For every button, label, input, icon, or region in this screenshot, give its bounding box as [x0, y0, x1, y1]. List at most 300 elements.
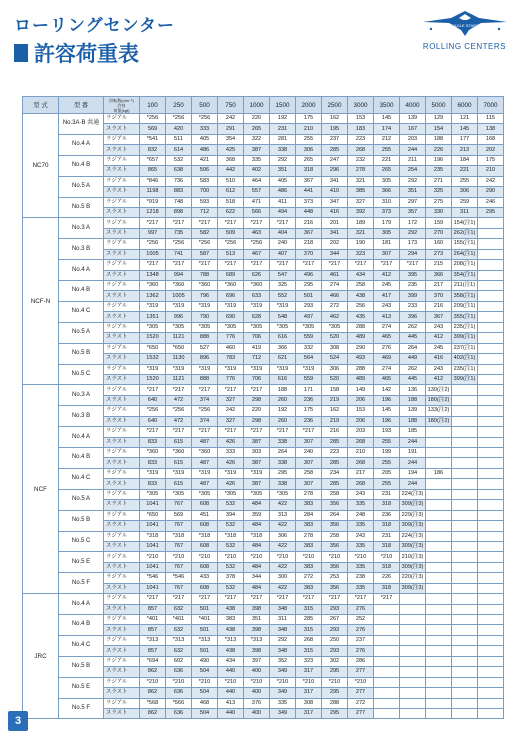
load-value-cell: 325	[270, 281, 296, 291]
load-value-cell	[426, 500, 452, 510]
load-value-cell: 335	[244, 155, 270, 165]
table-row	[23, 197, 504, 207]
corner-load-label: 荷重(kgf)	[113, 107, 130, 113]
load-value-cell: 511	[166, 134, 192, 144]
load-value-cell: *217	[166, 260, 192, 270]
load-value-cell: 783	[218, 354, 244, 364]
load-value-cell: 438	[218, 646, 244, 656]
model-name: No.4 A	[59, 134, 104, 155]
load-value-cell: 252	[348, 615, 374, 625]
load-value-cell: 292	[270, 635, 296, 645]
load-value-cell: 1362	[140, 291, 166, 301]
thrust-load-label: スラスト	[104, 437, 140, 447]
load-value-cell	[426, 688, 452, 698]
load-value-cell: 748	[166, 197, 192, 207]
load-value-cell: 188	[426, 134, 452, 144]
model-name: No.3 A	[59, 385, 104, 406]
load-value-cell: 370	[296, 249, 322, 259]
load-value-cell: 298	[244, 395, 270, 405]
load-value-cell: 366	[426, 270, 452, 280]
speed-header: 2000	[296, 97, 322, 114]
load-value-cell: 833	[140, 479, 166, 489]
load-value-cell: 532	[218, 583, 244, 593]
load-value-cell: 276	[348, 604, 374, 614]
load-value-cell: 376	[244, 698, 270, 708]
table-row	[23, 552, 504, 562]
load-value-cell: 636	[166, 667, 192, 677]
table-row	[23, 281, 504, 291]
speed-header: 250	[166, 97, 192, 114]
load-value-cell: 602	[166, 656, 192, 666]
load-value-cell: *217	[166, 427, 192, 437]
load-value-cell: 211(注1)	[452, 281, 478, 291]
load-value-cell	[478, 270, 504, 280]
thrust-load-label: スラスト	[104, 416, 140, 426]
load-value-cell	[478, 500, 504, 510]
table-row	[23, 114, 504, 124]
load-value-cell: *319	[244, 468, 270, 478]
load-value-cell: *210	[166, 677, 192, 687]
load-value-cell	[400, 594, 426, 604]
radial-load-label: ラジアル	[104, 489, 140, 499]
speed-header: 3500	[374, 97, 400, 114]
load-value-cell: *546	[166, 573, 192, 583]
load-value-cell: 348	[270, 604, 296, 614]
load-value-cell: 468	[192, 698, 218, 708]
load-value-cell: 247	[322, 155, 348, 165]
load-value-cell: 366	[270, 343, 296, 353]
load-value-cell: *210	[374, 552, 400, 562]
load-value-cell: 397	[244, 656, 270, 666]
load-value-cell: 254	[400, 166, 426, 176]
load-value-cell: 173	[400, 239, 426, 249]
load-value-cell: 295	[296, 281, 322, 291]
load-value-cell: *319	[166, 364, 192, 374]
load-value-cell	[400, 656, 426, 666]
load-value-cell: 349	[270, 688, 296, 698]
thrust-load-label: スラスト	[104, 604, 140, 614]
load-value-cell: 411	[270, 197, 296, 207]
load-value-cell: 223	[322, 448, 348, 458]
load-value-cell: *256	[218, 239, 244, 249]
load-value-cell: 370	[426, 291, 452, 301]
load-value-cell	[478, 343, 504, 353]
load-value-cell: *217	[218, 218, 244, 228]
load-value-cell: 180(注2)	[426, 395, 452, 405]
load-value-cell: 179	[374, 218, 400, 228]
load-value-cell: 306	[270, 531, 296, 541]
load-value-cell: 330	[426, 207, 452, 217]
thrust-load-label: スラスト	[104, 228, 140, 238]
load-value-cell: *305	[192, 322, 218, 332]
load-value-cell	[374, 635, 400, 645]
load-value-cell: 410	[322, 187, 348, 197]
load-value-cell: 220	[244, 406, 270, 416]
radial-load-label: ラジアル	[104, 364, 140, 374]
load-value-cell: 311	[270, 615, 296, 625]
load-value-cell: *360	[192, 281, 218, 291]
load-value-cell: *217	[374, 260, 400, 270]
load-value-cell: *210	[218, 552, 244, 562]
load-value-cell: 277	[348, 708, 374, 718]
load-value-cell	[400, 698, 426, 708]
table-row	[23, 239, 504, 249]
table-header-row	[23, 97, 504, 114]
load-value-cell: 493	[348, 354, 374, 364]
load-value-cell: 448	[296, 207, 322, 217]
load-value-cell	[400, 708, 426, 718]
thrust-load-label: スラスト	[104, 312, 140, 322]
load-value-cell	[426, 510, 452, 520]
load-value-cell: 1005	[140, 249, 166, 259]
load-value-cell: *318	[166, 531, 192, 541]
load-value-cell: 434	[218, 656, 244, 666]
load-value-cell	[478, 531, 504, 541]
load-value-cell: *217	[192, 594, 218, 604]
model-name: No.5 B	[59, 510, 104, 531]
load-value-cell: 295	[270, 468, 296, 478]
load-value-cell: 317	[296, 688, 322, 698]
load-value-cell: *217	[296, 594, 322, 604]
load-value-cell: 532	[218, 562, 244, 572]
load-value-cell: 358(注1)	[452, 291, 478, 301]
load-value-cell	[426, 573, 452, 583]
load-value-cell	[400, 604, 426, 614]
load-value-cell: *210	[218, 677, 244, 687]
thrust-load-label: スラスト	[104, 521, 140, 531]
load-value-cell: 387	[244, 145, 270, 155]
load-value-cell: *217	[348, 594, 374, 604]
load-value-cell: *217	[348, 260, 374, 270]
load-value-cell: *657	[140, 155, 166, 165]
load-value-cell: 636	[166, 688, 192, 698]
load-value-cell: 255	[452, 176, 478, 186]
load-value-cell: 422	[270, 562, 296, 572]
load-value-cell: 348	[270, 625, 296, 635]
load-value-cell: 638	[166, 166, 192, 176]
load-value-cell: 524	[322, 354, 348, 364]
speed-header: 750	[218, 97, 244, 114]
load-value-cell: 153	[348, 114, 374, 124]
load-value-cell: 509	[218, 228, 244, 238]
radial-load-label: ラジアル	[104, 260, 140, 270]
load-value-cell: 612	[218, 187, 244, 197]
load-value-cell: *846	[140, 176, 166, 186]
load-value-cell	[478, 635, 504, 645]
load-value-cell: 206	[348, 416, 374, 426]
load-value-cell: 395	[400, 270, 426, 280]
load-value-cell: 796	[192, 291, 218, 301]
load-value-cell: 264	[270, 448, 296, 458]
load-value-cell: 325	[426, 187, 452, 197]
load-value-cell: 504	[192, 708, 218, 718]
load-value-cell: 145	[374, 406, 400, 416]
load-value-cell: 445	[400, 333, 426, 343]
load-value-cell: *313	[192, 635, 218, 645]
load-value-cell: 138	[478, 124, 504, 134]
load-value-cell: *256	[192, 406, 218, 416]
thrust-load-label: スラスト	[104, 270, 140, 280]
load-value-cell	[478, 656, 504, 666]
load-value-cell: *319	[192, 468, 218, 478]
load-value-cell: 378	[218, 573, 244, 583]
load-value-cell: 608	[192, 562, 218, 572]
load-value-cell: *546	[140, 573, 166, 583]
load-value-cell: *319	[166, 301, 192, 311]
load-value-cell: 115	[478, 114, 504, 124]
load-value-cell	[452, 416, 478, 426]
load-value-cell	[426, 583, 452, 593]
load-value-cell: *217	[270, 594, 296, 604]
load-value-cell: 121	[452, 114, 478, 124]
load-value-cell: 190	[348, 239, 374, 249]
load-value-cell: 216	[322, 427, 348, 437]
load-value-cell	[478, 583, 504, 593]
load-value-cell: 367	[296, 176, 322, 186]
load-value-cell: 265	[374, 166, 400, 176]
load-value-cell: 767	[166, 541, 192, 551]
load-value-cell	[426, 562, 452, 572]
load-value-cell: *305	[166, 489, 192, 499]
load-value-cell: *566	[166, 698, 192, 708]
model-name: No.4 A	[59, 260, 104, 281]
load-value-cell: 235	[400, 281, 426, 291]
load-value-cell: 1351	[140, 312, 166, 322]
load-value-cell: *210	[270, 552, 296, 562]
model-name: No.5 A	[59, 489, 104, 510]
load-value-cell: 175	[478, 155, 504, 165]
load-value-cell: 888	[192, 374, 218, 384]
load-value-cell: *256	[192, 114, 218, 124]
load-value-cell: *360	[166, 281, 192, 291]
load-value-cell: 265	[296, 155, 322, 165]
load-value-cell: *318	[192, 531, 218, 541]
thrust-load-label: スラスト	[104, 667, 140, 677]
radial-load-label: ラジアル	[104, 301, 140, 311]
load-value-cell: 396	[400, 312, 426, 322]
load-value-cell: *217	[140, 385, 166, 395]
load-value-cell: *319	[218, 364, 244, 374]
load-value-cell: 400	[244, 667, 270, 677]
load-value-cell: 552	[270, 291, 296, 301]
load-value-cell	[452, 489, 478, 499]
load-value-cell: 129	[426, 114, 452, 124]
load-value-cell: 416	[322, 207, 348, 217]
load-value-cell: 1130	[166, 354, 192, 364]
load-value-cell	[400, 688, 426, 698]
load-value-cell: *305	[140, 489, 166, 499]
load-value-cell: 338	[270, 479, 296, 489]
load-value-cell	[478, 541, 504, 551]
load-value-cell: 288	[322, 698, 348, 708]
model-name: No.4 C	[59, 635, 104, 656]
title-marker	[14, 44, 28, 62]
speed-header: 500	[192, 97, 218, 114]
load-value-cell	[478, 260, 504, 270]
load-value-cell: 306	[322, 364, 348, 374]
load-value-cell: 258	[296, 468, 322, 478]
load-value-cell: 309(注3)	[400, 521, 426, 531]
load-value-cell: 335	[348, 521, 374, 531]
load-value-cell: *401	[140, 615, 166, 625]
load-value-cell: 293	[322, 625, 348, 635]
load-value-cell	[452, 385, 478, 395]
table-row	[23, 510, 504, 520]
load-value-cell: 559	[296, 333, 322, 343]
load-value-cell: 327	[348, 197, 374, 207]
load-value-cell: *256	[140, 406, 166, 416]
model-name: No.5 B	[59, 656, 104, 677]
load-value-cell: *256	[166, 239, 192, 249]
load-value-cell: 883	[166, 187, 192, 197]
load-value-cell: 767	[166, 583, 192, 593]
load-value-cell: 335	[348, 562, 374, 572]
load-value-cell	[452, 667, 478, 677]
load-value-cell	[426, 615, 452, 625]
load-value-cell: 494	[270, 207, 296, 217]
load-value-cell: *305	[140, 322, 166, 332]
load-value-cell: 347	[322, 197, 348, 207]
page-number: 3	[8, 711, 28, 731]
load-value-cell: 348	[270, 646, 296, 656]
load-value-cell: 833	[140, 458, 166, 468]
load-value-cell: 404	[270, 228, 296, 238]
load-value-cell: 426	[218, 437, 244, 447]
model-name: No.3 A	[59, 218, 104, 239]
load-value-cell	[374, 677, 400, 687]
load-value-cell	[452, 656, 478, 666]
load-value-cell: 438	[348, 291, 374, 301]
load-value-cell: 154(注1)	[452, 218, 478, 228]
load-value-cell	[426, 541, 452, 551]
load-value-cell: 303	[244, 448, 270, 458]
load-value-cell: 341	[322, 176, 348, 186]
load-value-cell: 264(注1)	[452, 249, 478, 259]
load-value-cell: 240	[270, 239, 296, 249]
load-value-cell: 1041	[140, 541, 166, 551]
load-value-cell: 262	[400, 322, 426, 332]
load-value-cell: 291	[218, 124, 244, 134]
load-value-cell: 196	[374, 395, 400, 405]
load-value-cell: 167	[400, 124, 426, 134]
thrust-load-label: スラスト	[104, 395, 140, 405]
load-value-cell: 218	[296, 239, 322, 249]
load-value-cell: 285	[322, 479, 348, 489]
load-value-cell: *210	[348, 677, 374, 687]
load-value-cell: 569	[166, 510, 192, 520]
load-value-cell: 776	[218, 374, 244, 384]
load-value-cell: 520	[322, 374, 348, 384]
load-value-cell: *217	[244, 594, 270, 604]
load-value-cell: 335	[348, 541, 374, 551]
model-name: No.5 E	[59, 552, 104, 573]
load-value-cell: 264	[400, 343, 426, 353]
model-name: No.5 B	[59, 197, 104, 218]
load-value-cell	[478, 322, 504, 332]
load-value-cell: *217	[244, 260, 270, 270]
load-value-cell	[478, 249, 504, 259]
thrust-load-label: スラスト	[104, 291, 140, 301]
load-value-cell: 221	[374, 155, 400, 165]
load-value-cell	[452, 500, 478, 510]
load-value-cell	[452, 573, 478, 583]
load-value-cell	[400, 667, 426, 677]
radial-load-label: ラジアル	[104, 322, 140, 332]
load-value-cell: *319	[244, 301, 270, 311]
load-value-cell: 359	[244, 510, 270, 520]
load-value-cell: 297	[400, 197, 426, 207]
load-value-cell: 888	[192, 333, 218, 343]
load-value-cell: 767	[166, 562, 192, 572]
load-value-cell: 628	[244, 312, 270, 322]
allowable-load-table	[22, 96, 504, 719]
load-value-cell: 307	[296, 479, 322, 489]
load-value-cell: 160	[426, 239, 452, 249]
load-value-cell: 1520	[140, 333, 166, 343]
load-value-cell: 305	[374, 176, 400, 186]
model-name: No.3 B	[59, 406, 104, 427]
load-value-cell: 318	[296, 166, 322, 176]
load-value-cell: *319	[140, 364, 166, 374]
load-value-cell: *217	[218, 260, 244, 270]
load-value-cell	[426, 458, 452, 468]
load-value-cell	[452, 468, 478, 478]
load-value-cell	[452, 688, 478, 698]
load-value-cell: 221	[452, 166, 478, 176]
table-row	[23, 594, 504, 604]
load-value-cell: 1520	[140, 374, 166, 384]
model-name: No.4 C	[59, 301, 104, 322]
load-value-cell: *305	[244, 489, 270, 499]
speed-header: 1500	[270, 97, 296, 114]
load-value-cell: *217	[270, 218, 296, 228]
load-value-cell: 632	[166, 625, 192, 635]
load-value-cell: 501	[192, 604, 218, 614]
load-value-cell: 175	[296, 114, 322, 124]
load-value-cell: *305	[244, 322, 270, 332]
load-value-cell: *401	[166, 615, 192, 625]
table-row	[23, 635, 504, 645]
load-value-cell: 158	[322, 385, 348, 395]
load-value-cell: 1005	[166, 291, 192, 301]
load-value-cell: 292	[400, 228, 426, 238]
load-value-cell: *217	[218, 385, 244, 395]
load-value-cell: 532	[218, 521, 244, 531]
load-value-cell	[478, 301, 504, 311]
load-value-cell: 790	[192, 312, 218, 322]
load-value-cell	[400, 625, 426, 635]
load-value-cell: 242	[478, 176, 504, 186]
load-value-cell: 1121	[166, 333, 192, 343]
thrust-load-label: スラスト	[104, 479, 140, 489]
thrust-load-label: スラスト	[104, 688, 140, 698]
load-value-cell: 172	[400, 218, 426, 228]
load-value-cell: 139	[400, 114, 426, 124]
load-value-cell: 313	[270, 510, 296, 520]
load-value-cell	[478, 510, 504, 520]
table-row	[23, 134, 504, 144]
load-value-cell: 417	[374, 291, 400, 301]
speed-header: 3000	[348, 97, 374, 114]
load-value-cell: 248	[348, 510, 374, 520]
load-value-cell: 219	[322, 395, 348, 405]
load-value-cell: 608	[192, 500, 218, 510]
radial-load-label: ラジアル	[104, 594, 140, 604]
load-value-cell: 994	[166, 270, 192, 280]
load-value-cell: 149	[348, 385, 374, 395]
load-value-cell: 309(注3)	[400, 562, 426, 572]
thrust-load-label: スラスト	[104, 207, 140, 217]
